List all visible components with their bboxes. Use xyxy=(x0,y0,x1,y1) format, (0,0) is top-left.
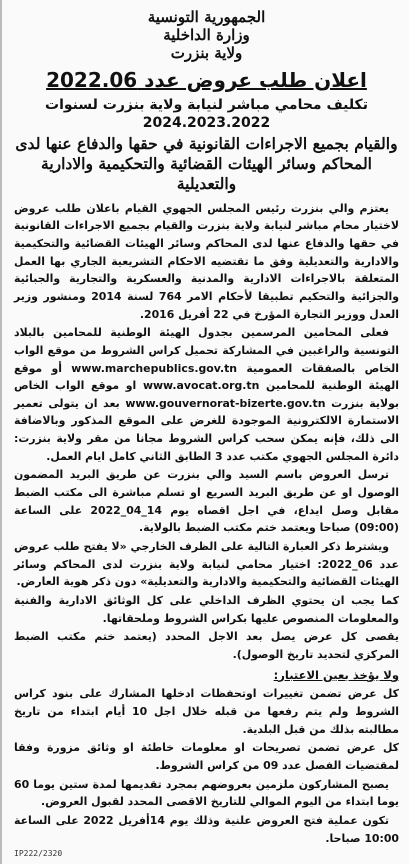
paragraph-exclusion-1: كل عرض تضمن تغييرات اوتحفظات ادخلها المشارك على بنود كراس الشروط ولم يتم رفعها من قبله خلال اجل 10 أيام ابتداء من تاريخ مطالبته بذلك من قبل البلدية. xyxy=(14,687,399,736)
publication-code: IP222/2320 xyxy=(14,849,63,858)
paragraph-opening: تكون عملية فتح العروض علنية وذلك يوم 14أفريل 2022 على الساعة 10:00 صباحا. xyxy=(14,813,399,845)
paragraph-download xyxy=(14,324,399,465)
page-title: اعلان طلب عروض عدد 2022.06 xyxy=(46,68,367,92)
document-header xyxy=(14,8,399,92)
paragraph-validity: يصبح المشاركون ملزمين بعروضهم بمجرد تقديمها لمدة ستين يوما 60 يوما ابتداء من اليوم الموالي للتاريخ الاقصى المحدد لقبول العروض. xyxy=(14,777,399,809)
download-text-d: بعد ان يتولى تعمير الاستمارة الالكترونية الموجودة للغرض على الموقع المذكور وبالاضافة الى ذلك، فإنه يمكن سحب كراس الشروط مجانا من مقر ولاية بنزرت: دائرة المجلس الجهوي مكتب عدد 3 الطابق الثاني كامل ايام العمل. xyxy=(14,396,399,463)
paragraph-intro: يعتزم والي بنزرت رئيس المجلس الجهوي القيام باعلان طلب عروض لاختيار محام مباشر لنيابة ولاية بنزرت والقيام بجميع الاجراءات القانونية في حقها والدفاع عنها لدى المحاكم وسائر الهيئات القضائية والتحكيمية والادارية والتعديلية وفق ما تقتضيه الاحكام التشريعية الجاري بها العمل المتعلقة بالاجراءات الادارية والمدنية والعسكرية والتجارية والجبائية والجزائية والتحكيم تطبيقا لأحكام الامر 764 لسنة 2014 ومنشور وزير العدل ووزير التجارة المؤرخ في 22 أفريل 2016. xyxy=(14,201,399,321)
tender-subject: تكليف محامي مباشر لنيابة ولاية بنزرت لسنوات xyxy=(45,97,368,113)
link-avocat[interactable]: www.avocat.org.tn xyxy=(142,379,260,393)
paragraph-late-offers: يقصى كل عرض يصل بعد الاجل المحدد (يعتمد ختم مكتب الضبط المركزي لتحديد تاريخ الوصول). xyxy=(14,630,399,662)
download-text-c: او موقع الواب الخاص بولاية بنزرت xyxy=(14,379,399,410)
governorate-name: ولاية بنزرت xyxy=(170,44,243,62)
paragraph-inner-envelope: كما يجب ان يحتوي الظرف الداخلي على كل الوثائق الادارية والفنية والمعلومات المنصوص عليها بكراس الشروط وملحقاتها. xyxy=(14,594,399,625)
paragraph-exclusion-2: كل عرض تضمن تصريحات او معلومات خاطئة او وثائق مزورة وفقا لمقتضيات الفصل عدد 09 من كراس الشروط. xyxy=(14,741,399,772)
exclusions-heading: ولا يؤخذ بعين الاعتبار: xyxy=(273,667,399,682)
ministry-name: وزارة الداخلية xyxy=(163,26,250,44)
download-text-b: أو موقع الهيئة الوطنية للمحامين xyxy=(14,361,399,393)
tender-scope: والقيام بجميع الاجراءات القانونية في حقها والدفاع عنها لدى المحاكم وسائر الهيئات القضائية والتحكيمية والادارية والتعديلية xyxy=(15,134,398,194)
paragraph-envelope: ويشترط ذكر العبارة التالية على الظرف الخارجي «لا يفتح طلب عروض عدد 06_2022: اختيار محامي لنيابة ولاية بنزرت لدى المحاكم وسائر الهيئات القضائية والتحكيمية والادارية والتعديلية» دون ذكر هوية العارض. xyxy=(14,540,399,589)
link-gouvernorat[interactable]: www.gouvernorat-bizerte.gov.tn xyxy=(125,396,326,410)
paragraph-submission: ترسل العروض باسم السيد والي بنزرت عن طريق البريد المضمون الوصول او عن طريق البريد السريع او تسلم مباشرة الى مكتب الضبط مقابل وصل ايداع، في اجل اقصاه يوم 14_04_2022 على الساعة (09:00) صباحا ويعتمد ختم مكتب الضبط بالولاية. xyxy=(14,468,399,535)
download-text-a: فعلى المحامين المرسمين بجدول الهيئة الوطنية للمحامين بالبلاد التونسية والراغبين في المشاركة تحميل كراس الشروط من موقع الواب الخاص بالصفقات العمومية xyxy=(14,326,399,375)
republic-name: الجمهورية التونسية xyxy=(147,8,266,26)
tender-years: 2024.2023.2022 xyxy=(142,115,271,132)
announcement-body xyxy=(14,200,399,848)
link-marchepublics[interactable]: www.marchepublics.gov.tn xyxy=(71,361,238,375)
